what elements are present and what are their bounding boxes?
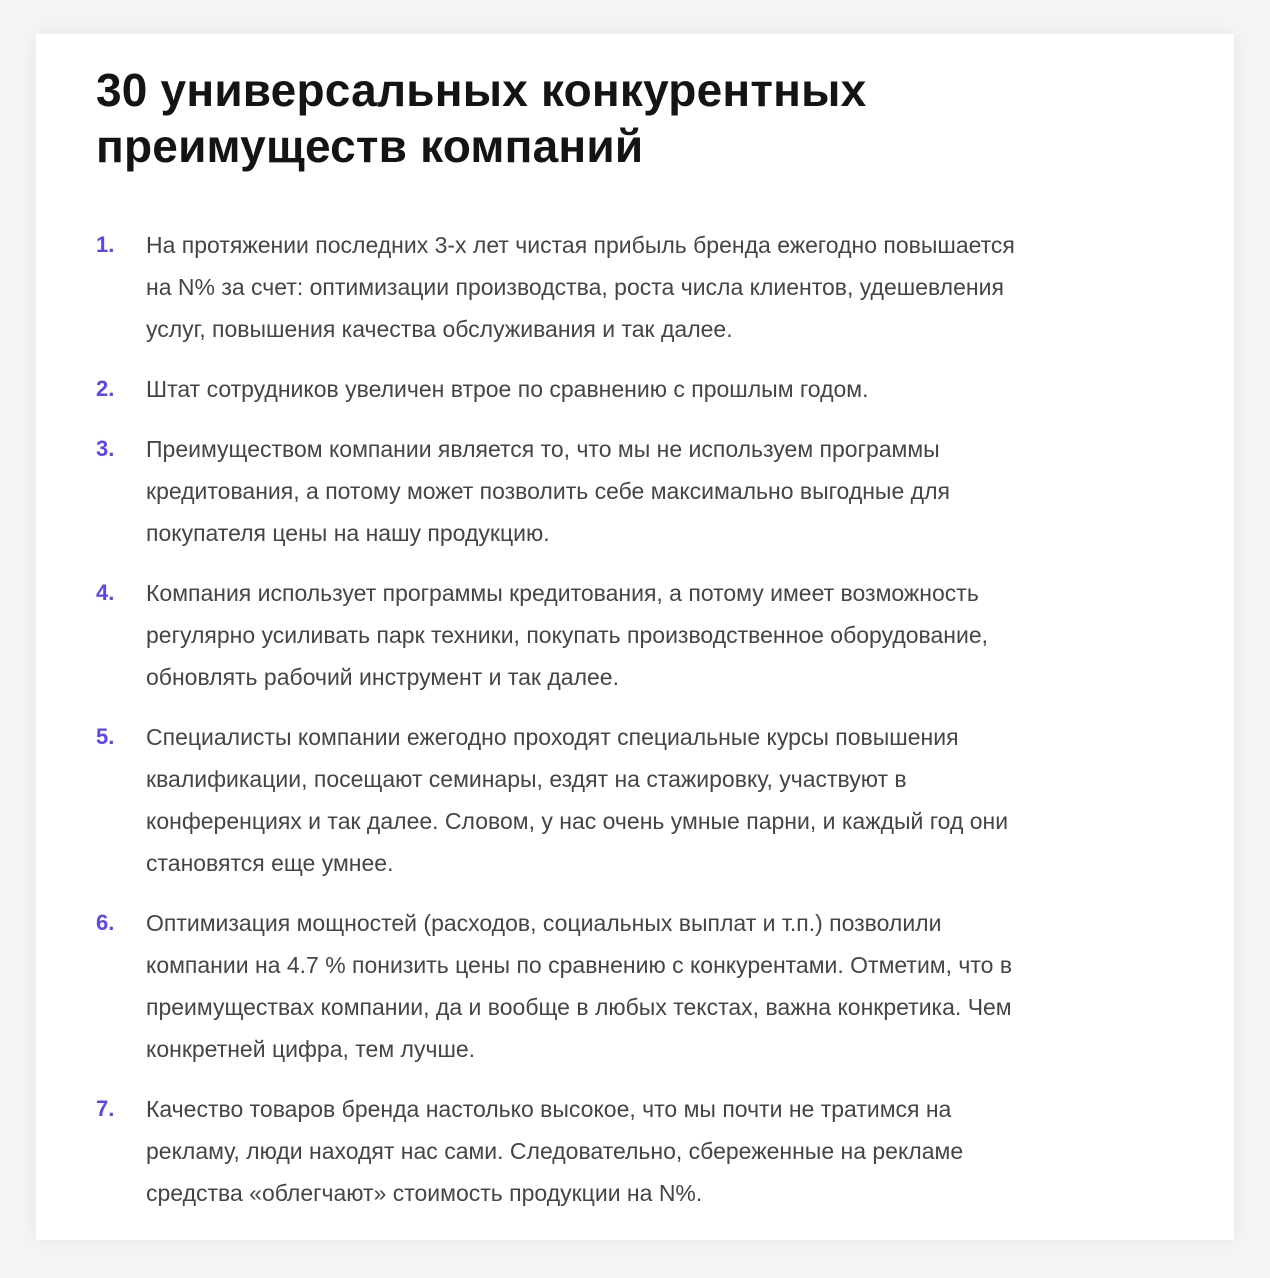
list-item-text-line: компании на 4.7 % понизить цены по сравнению с конкурентами. Отметим, что в — [146, 952, 1013, 978]
list-item — [96, 1088, 1204, 1214]
list-item-text-line: На протяжении последних 3-х лет чистая прибыль бренда ежегодно повышается — [146, 232, 1015, 258]
list-item-number: 6. — [96, 910, 115, 935]
list-item-number: 5. — [96, 724, 115, 749]
list-item — [96, 224, 1204, 350]
list-item-text — [146, 224, 1204, 350]
list-item-text-line: услуг, повышения качества обслуживания и так далее. — [146, 316, 733, 342]
list-item-number: 7. — [96, 1096, 115, 1121]
list-item-text-line: рекламу, люди находят нас сами. Следовательно, сбереженные на рекламе — [146, 1138, 964, 1164]
list-item-text — [146, 368, 1204, 410]
list-item-text — [146, 902, 1204, 1070]
list-item — [96, 902, 1204, 1070]
list-item-text-line: Оптимизация мощностей (расходов, социальных выплат и т.п.) позволили — [146, 910, 942, 936]
list-item-text-line: регулярно усиливать парк техники, покупать производственное оборудование, — [146, 622, 989, 648]
list-item-text-line: средства «облегчают» стоимость продукции на N%. — [146, 1180, 703, 1206]
list-item-text-line: кредитования, а потому может позволить себе максимально выгодные для — [146, 478, 950, 504]
list-item-number: 1. — [96, 232, 115, 257]
list-item-text — [146, 572, 1204, 698]
advantages-list — [96, 224, 1204, 1214]
list-item-text-line: становятся еще умнее. — [146, 850, 394, 876]
article-title — [96, 62, 1204, 174]
list-item-text-line: обновлять рабочий инструмент и так далее. — [146, 664, 619, 690]
list-item-text — [146, 716, 1204, 884]
list-item-text — [146, 1088, 1204, 1214]
list-item — [96, 428, 1204, 554]
list-item — [96, 368, 1204, 410]
list-item-text-line: конкретней цифра, тем лучше. — [146, 1036, 476, 1062]
list-item-text-line: Преимуществом компании является то, что мы не используем программы — [146, 436, 940, 462]
list-item-text-line: Компания использует программы кредитования, а потому имеет возможность — [146, 580, 979, 606]
list-item-text — [146, 428, 1204, 554]
list-item-text-line: преимуществах компании, да и вообще в любых текстах, важна конкретика. Чем — [146, 994, 1012, 1020]
list-item-text-line: на N% за счет: оптимизации производства, роста числа клиентов, удешевления — [146, 274, 1004, 300]
list-item-text-line: Штат сотрудников увеличен втрое по сравнению с прошлым годом. — [146, 376, 869, 402]
list-item-number: 3. — [96, 436, 115, 461]
list-item-text-line: покупателя цены на нашу продукцию. — [146, 520, 550, 546]
list-item-text-line: Качество товаров бренда настолько высокое, что мы почти не тратимся на — [146, 1096, 952, 1122]
list-item — [96, 572, 1204, 698]
article-title-line-1: 30 универсальных конкурентных — [96, 64, 867, 116]
article-title-line-2: преимуществ компаний — [96, 120, 644, 172]
article-card — [36, 34, 1234, 1240]
list-item — [96, 716, 1204, 884]
list-item-number: 4. — [96, 580, 115, 605]
list-item-text-line: квалификации, посещают семинары, ездят на стажировку, участвуют в — [146, 766, 907, 792]
list-item-text-line: конференциях и так далее. Словом, у нас очень умные парни, и каждый год они — [146, 808, 1009, 834]
list-item-number: 2. — [96, 376, 115, 401]
list-item-text-line: Специалисты компании ежегодно проходят специальные курсы повышения — [146, 724, 959, 750]
